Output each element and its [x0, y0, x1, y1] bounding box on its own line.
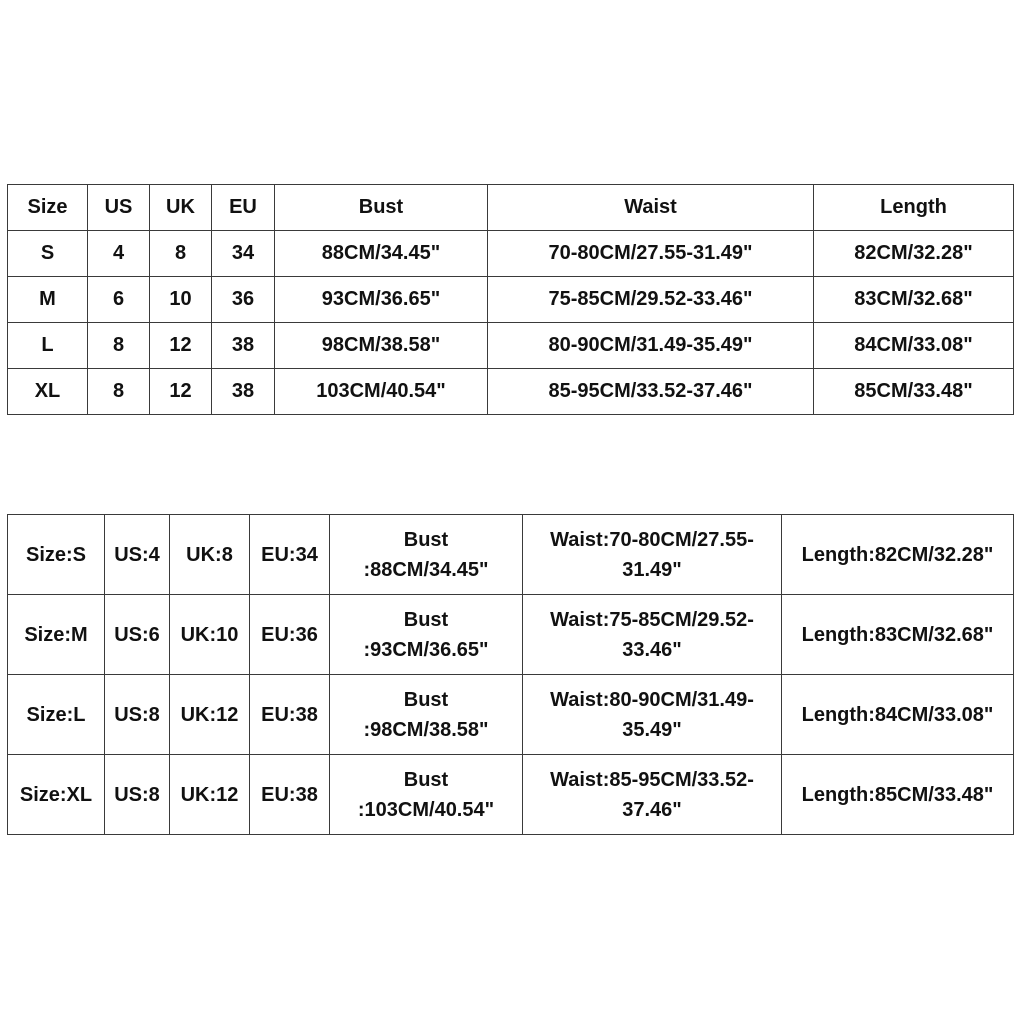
- table-row: [8, 595, 1014, 675]
- table-row: [8, 231, 1014, 277]
- cell-waist: [523, 755, 782, 835]
- cell-bust: [330, 755, 523, 835]
- table-row: [8, 277, 1014, 323]
- cell-eu: 34: [212, 231, 275, 277]
- cell-eu: 36: [212, 277, 275, 323]
- cell-uk: 12: [150, 369, 212, 415]
- header-waist: Waist: [488, 185, 814, 231]
- waist-line-2: 37.46": [622, 798, 682, 821]
- cell-size: Size:L: [8, 675, 105, 755]
- cell-eu: 38: [212, 369, 275, 415]
- header-bust: Bust: [275, 185, 488, 231]
- waist-line-2: 35.49": [622, 718, 682, 741]
- waist-line-1: Waist:85-95CM/33.52-: [550, 768, 754, 791]
- size-chart-table-bottom: [7, 514, 1014, 835]
- bust-label: Bust: [403, 768, 449, 791]
- cell-us: US:4: [105, 515, 170, 595]
- cell-uk: 10: [150, 277, 212, 323]
- cell-bust: [330, 515, 523, 595]
- cell-waist: [523, 515, 782, 595]
- table-row: [8, 369, 1014, 415]
- cell-uk: 8: [150, 231, 212, 277]
- cell-us: 4: [88, 231, 150, 277]
- table-row: [8, 755, 1014, 835]
- cell-size: M: [8, 277, 88, 323]
- cell-us: US:8: [105, 755, 170, 835]
- cell-bust: 88CM/34.45": [275, 231, 488, 277]
- cell-length: 83CM/32.68": [814, 277, 1014, 323]
- cell-us: US:6: [105, 595, 170, 675]
- cell-us: 6: [88, 277, 150, 323]
- cell-size: Size:S: [8, 515, 105, 595]
- cell-eu: EU:38: [250, 755, 330, 835]
- cell-uk: UK:12: [170, 675, 250, 755]
- cell-us: US:8: [105, 675, 170, 755]
- cell-us: 8: [88, 369, 150, 415]
- table-row: [8, 515, 1014, 595]
- cell-waist: 85-95CM/33.52-37.46": [488, 369, 814, 415]
- cell-length: Length:85CM/33.48": [782, 755, 1014, 835]
- bust-value: :88CM/34.45": [363, 558, 489, 581]
- cell-uk: UK:10: [170, 595, 250, 675]
- cell-eu: 38: [212, 323, 275, 369]
- cell-length: 82CM/32.28": [814, 231, 1014, 277]
- cell-uk: UK:8: [170, 515, 250, 595]
- cell-waist: 70-80CM/27.55-31.49": [488, 231, 814, 277]
- cell-waist: [523, 595, 782, 675]
- waist-line-1: Waist:75-85CM/29.52-: [550, 608, 754, 631]
- cell-waist: [523, 675, 782, 755]
- table-row: [8, 675, 1014, 755]
- waist-line-2: 33.46": [622, 638, 682, 661]
- header-size: Size: [8, 185, 88, 231]
- header-length: Length: [814, 185, 1014, 231]
- cell-uk: UK:12: [170, 755, 250, 835]
- waist-line-1: Waist:80-90CM/31.49-: [550, 688, 754, 711]
- cell-bust: 98CM/38.58": [275, 323, 488, 369]
- cell-bust: [330, 675, 523, 755]
- cell-length: 84CM/33.08": [814, 323, 1014, 369]
- header-eu: EU: [212, 185, 275, 231]
- bust-value: :103CM/40.54": [357, 798, 495, 821]
- table-header-row: [8, 185, 1014, 231]
- cell-eu: EU:38: [250, 675, 330, 755]
- cell-size: XL: [8, 369, 88, 415]
- cell-uk: 12: [150, 323, 212, 369]
- cell-size: Size:M: [8, 595, 105, 675]
- header-uk: UK: [150, 185, 212, 231]
- cell-size: L: [8, 323, 88, 369]
- cell-length: 85CM/33.48": [814, 369, 1014, 415]
- bust-value: :98CM/38.58": [363, 718, 489, 741]
- cell-waist: 75-85CM/29.52-33.46": [488, 277, 814, 323]
- cell-bust: [330, 595, 523, 675]
- cell-bust: 103CM/40.54": [275, 369, 488, 415]
- cell-waist: 80-90CM/31.49-35.49": [488, 323, 814, 369]
- bust-value: :93CM/36.65": [363, 638, 489, 661]
- cell-eu: EU:34: [250, 515, 330, 595]
- bust-label: Bust: [403, 528, 449, 551]
- table-row: [8, 323, 1014, 369]
- cell-length: Length:83CM/32.68": [782, 595, 1014, 675]
- bust-label: Bust: [403, 688, 449, 711]
- cell-bust: 93CM/36.65": [275, 277, 488, 323]
- cell-us: 8: [88, 323, 150, 369]
- waist-line-1: Waist:70-80CM/27.55-: [550, 528, 754, 551]
- cell-eu: EU:36: [250, 595, 330, 675]
- size-chart-table-top: [7, 184, 1014, 415]
- cell-length: Length:82CM/32.28": [782, 515, 1014, 595]
- bust-label: Bust: [403, 608, 449, 631]
- cell-size: Size:XL: [8, 755, 105, 835]
- header-us: US: [88, 185, 150, 231]
- cell-size: S: [8, 231, 88, 277]
- waist-line-2: 31.49": [622, 558, 682, 581]
- cell-length: Length:84CM/33.08": [782, 675, 1014, 755]
